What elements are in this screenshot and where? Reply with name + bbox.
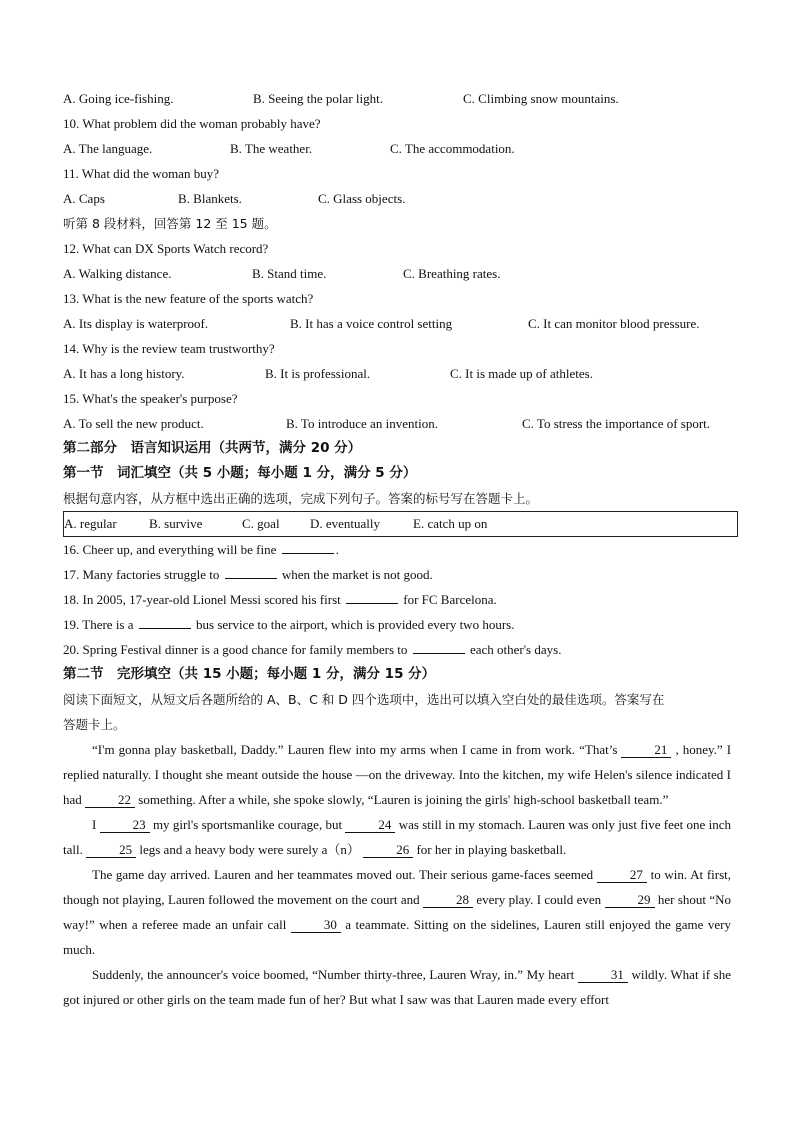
cloze-blank-27: 27 [597,868,647,883]
option: A. Going ice-fishing. [63,91,174,106]
q10-options [63,136,731,161]
section-2-instruction-cont: 答题卡上。 [63,717,126,732]
option: A. The language. [63,141,153,156]
cloze-blank-24: 24 [345,818,395,833]
section-8-instruction: 听第 8 段材料，回答第 12 至 15 题。 [63,216,277,231]
option: C. It can monitor blood pressure. [528,316,700,331]
question-14: 14. Why is the review team trustworthy? [63,341,275,356]
cloze-paragraph-1: “I'm gonna play basketball, Daddy.” Lauren flew into my arms when I came in from work. “That’s 21 , honey.” I replied naturally. I thought she meant outside the house —on the driveway. Into the kitchen, my wife Helen's silence indicated I had 22 something. After a while, she spoke slowly, “Lauren is joining the girls' high-school basketball team.” [63,742,732,807]
cloze-blank-23: 23 [100,818,150,833]
question-20: 20. Spring Festival dinner is a good chance for family members to each other's days. [63,637,731,662]
question-16: 16. Cheer up, and everything will be fine . [63,537,731,562]
cloze-blank-30: 30 [291,918,341,933]
part-2-title: 第二部分 语言知识运用（共两节，满分 20 分） [63,440,362,456]
option: B. To introduce an invention. [286,416,438,431]
option: B. It is professional. [265,366,371,381]
option: C. To stress the importance of sport. [522,416,711,431]
q14-options [63,361,731,386]
cloze-paragraph-4: Suddenly, the announcer's voice boomed, “Number thirty-three, Lauren Wray, in.” My heart 31 wildly. What if she got injured or other girls on the team made fun of her? But what I saw was that Lauren made every effort [63,967,732,1007]
section-1-title: 第一节 词汇填空（共 5 小题；每小题 1 分，满分 5 分） [63,465,417,481]
option: B. Stand time. [252,266,327,281]
option: B. Seeing the polar light. [253,91,383,106]
cloze-blank-28: 28 [423,893,473,908]
word-option: A. regular [64,516,117,531]
answer-blank [282,539,334,554]
cloze-paragraph-2: I 23 my girl's sportsmanlike courage, but 24 was still in my stomach. Lauren was only just five feet one inch tall. 25 legs and a heavy body were surely a（n） 26 for her in playing basketball. [63,817,731,857]
question-15: 15. What's the speaker's purpose? [63,391,238,406]
option: C. Climbing snow mountains. [463,91,619,106]
option: C. Glass objects. [318,191,406,206]
q15-options [63,411,731,436]
answer-blank [346,589,398,604]
option: A. To sell the new product. [63,416,204,431]
exam-page [63,86,731,1012]
cloze-blank-31: 31 [578,968,628,983]
q12-options [63,261,731,286]
q13-options [63,311,731,336]
section-2-instruction: 阅读下面短文，从短文后各题所给的 A、B、C 和 D 四个选项中，选出可以填入空白处的最佳选项。答案写在 [63,692,665,707]
question-19: 19. There is a bus service to the airport, which is provided every two hours. [63,612,731,637]
question-10: 10. What problem did the woman probably have? [63,116,321,131]
option: A. Caps [63,191,105,206]
cloze-blank-29: 29 [605,893,655,908]
question-12: 12. What can DX Sports Watch record? [63,241,269,256]
word-option: C. goal [242,516,280,531]
word-option: D. eventually [310,516,381,531]
cloze-blank-21: 21 [621,743,671,758]
option: B. The weather. [230,141,313,156]
option: B. It has a voice control setting [290,316,453,331]
answer-blank [413,639,465,654]
cloze-blank-22: 22 [85,793,135,808]
section-2-title: 第二节 完形填空（共 15 小题；每小题 1 分，满分 15 分） [63,666,436,682]
option: A. It has a long history. [63,366,185,381]
option: C. Breathing rates. [403,266,501,281]
option: C. The accommodation. [390,141,515,156]
question-18: 18. In 2005, 17-year-old Lionel Messi scored his first for FC Barcelona. [63,587,731,612]
q9-options [63,86,731,111]
cloze-paragraph-3: The game day arrived. Lauren and her teammates moved out. Their serious game-faces seemed 27 to win. At first, though not playing, Lauren followed the movement on the court and 28 every play. I could even 29 her shout “No way!” when a referee made an unfair call 30 a teammate. Sitting on the sidelines, Lauren still enjoyed the game very much. [63,867,732,957]
option: A. Its display is waterproof. [63,316,209,331]
answer-blank [139,614,191,629]
option: B. Blankets. [178,191,242,206]
cloze-blank-26: 26 [363,843,413,858]
word-option: E. catch up on [413,516,488,531]
q11-options [63,186,731,211]
option: A. Walking distance. [63,266,172,281]
question-13: 13. What is the new feature of the sports watch? [63,291,314,306]
question-17: 17. Many factories struggle to when the market is not good. [63,562,731,587]
section-1-instruction: 根据句意内容，从方框中选出正确的选项，完成下列句子。答案的标号写在答题卡上。 [63,491,539,506]
word-box [63,511,738,537]
answer-blank [225,564,277,579]
cloze-blank-25: 25 [86,843,136,858]
question-11: 11. What did the woman buy? [63,166,219,181]
option: C. It is made up of athletes. [450,366,593,381]
word-option: B. survive [149,516,203,531]
